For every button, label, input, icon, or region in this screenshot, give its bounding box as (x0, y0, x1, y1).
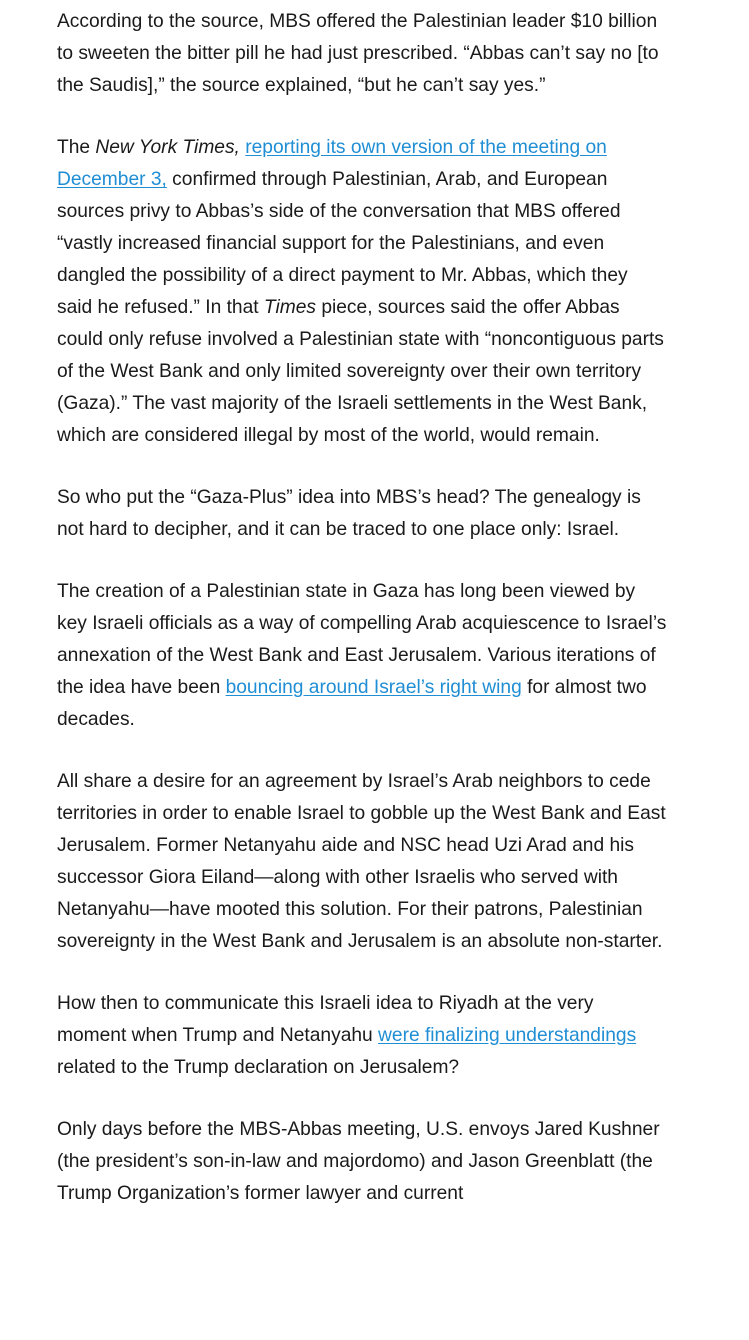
paragraph-7 (57, 1114, 667, 1210)
paragraph-2-rest: piece, sources said the offer Abbas could only refuse involved a Palestinian state with “noncontiguous parts of the West Bank and only limited sovereignty over their own territory (Gaza).” The vast majority of the Israeli settlements in the West Bank, which are considered illegal by most of the world, would remain. (57, 297, 664, 446)
paragraph-2-middle: confirmed through Palestinian, Arab, and European sources privy to Abbas’s side of the conversation that MBS offered “vastly increased financial support for the Palestinians, and even dangled the possibility of a direct payment to Mr. Abbas, which they said he refused.” In that (57, 169, 628, 318)
publication-name-times: Times (263, 297, 316, 318)
paragraph-5-text: All share a desire for an agreement by Israel’s Arab neighbors to cede territories in order to enable Israel to gobble up the West Bank and East Jerusalem. Former Netanyahu aide and NSC head Uzi Arad and his successor Giora Eiland—along with other Israelis who served with Netanyahu—have mooted this solution. For their patrons, Palestinian sovereignty in the West Bank and Jerusalem is an absolute non-starter. (57, 771, 666, 952)
nyt-report-link[interactable]: reporting its own version of the meeting on December 3, (57, 137, 607, 190)
paragraph-6 (57, 988, 667, 1084)
paragraph-3-text: So who put the “Gaza-Plus” idea into MBS’s head? The genealogy is not hard to decipher, and it can be traced to one place only: Israel. (57, 487, 641, 540)
paragraph-1 (57, 6, 667, 102)
finalizing-understandings-link[interactable]: were finalizing understandings (378, 1025, 637, 1046)
paragraph-2-lead: The (57, 137, 96, 158)
article-body (57, 6, 667, 1240)
paragraph-7-text: Only days before the MBS-Abbas meeting, U.S. envoys Jared Kushner (the president’s son-in-law and majordomo) and Jason Greenblatt (the Trump Organization’s former lawyer and current (57, 1119, 660, 1204)
israel-right-wing-link[interactable]: bouncing around Israel’s right wing (225, 677, 522, 698)
publication-name-nyt: New York Times, (95, 137, 240, 158)
paragraph-4-lead: The creation of a Palestinian state in Gaza has long been viewed by key Israeli officials as a way of compelling Arab acquiescence to Israel’s annexation of the West Bank and East Jerusalem. Various iterations of the idea have been (57, 581, 667, 698)
paragraph-6-lead: How then to communicate this Israeli idea to Riyadh at the very moment when Trump and Netanyahu (57, 993, 594, 1046)
paragraph-6-rest: related to the Trump declaration on Jerusalem? (57, 1057, 460, 1078)
paragraph-1-text: According to the source, MBS offered the Palestinian leader $10 billion to sweeten the bitter pill he had just prescribed. “Abbas can’t say no [to the Saudis],” the source explained, “but he can’t say yes.” (57, 11, 659, 96)
paragraph-3 (57, 482, 667, 546)
paragraph-4 (57, 576, 667, 736)
paragraph-5 (57, 766, 667, 958)
paragraph-2 (57, 132, 667, 452)
paragraph-4-rest: for almost two decades. (57, 677, 647, 730)
